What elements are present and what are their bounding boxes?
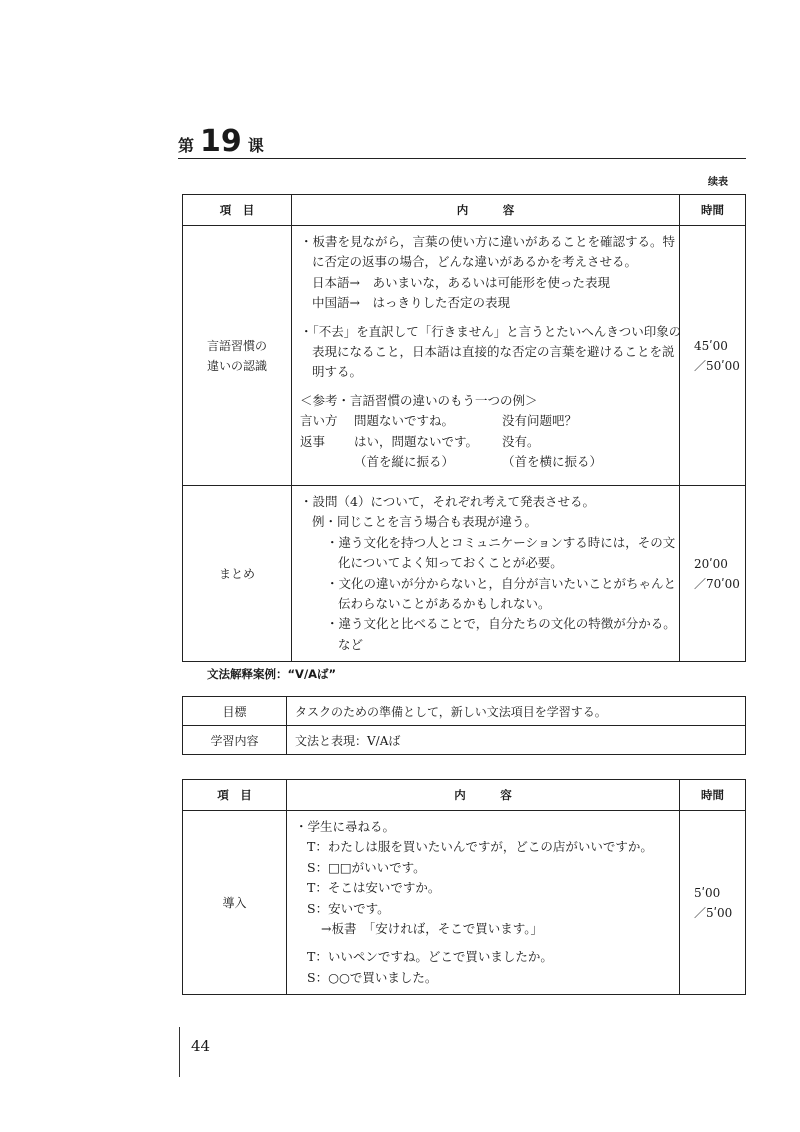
example-cell: 言い方 (300, 413, 338, 429)
lesson-plan-table-1 (182, 194, 746, 662)
lesson-prefix: 第 (178, 136, 195, 155)
content-line: T：そこは安いですか。 (307, 880, 441, 896)
table-row (183, 697, 746, 726)
content-line: ・違う文化と比べることで，自分たちの文化の特徴が分かる。 (326, 616, 676, 632)
content-value: 文法と表現：V/Aば (287, 726, 746, 755)
content-label: 学習内容 (183, 726, 287, 755)
row-label-line: 言語習慣の (206, 338, 267, 353)
row-time (680, 811, 746, 995)
time-line: ／5ʹ00 (694, 905, 733, 920)
lesson-title (178, 124, 264, 159)
time-line: 20ʹ00 (694, 556, 728, 571)
table-row (183, 226, 746, 486)
time-line: ／50ʹ00 (694, 358, 740, 373)
goal-label: 目標 (183, 697, 287, 726)
lesson-suffix: 课 (247, 136, 264, 155)
table-header-row (183, 780, 746, 811)
content-line: S：安いです。 (307, 900, 390, 916)
content-line: S：○○で買いました。 (307, 969, 438, 985)
content-line: T：いいペンですね。どこで買いましたか。 (307, 949, 553, 965)
content-line: ・「不去」を直訳して「行きません」と言うとたいへんきつい印象の (300, 323, 682, 339)
goal-info-table (182, 696, 746, 755)
row-label: 導入 (183, 811, 287, 995)
content-line: ・設問（4）について，それぞれ考えて発表させる。 (300, 494, 595, 509)
continued-label: 续表 (708, 177, 728, 188)
grammar-heading: 文法解释案例：“V/Aば” (207, 667, 337, 681)
example-cell: （首を縦に振る） (354, 454, 455, 470)
row-label (183, 226, 292, 486)
row-label: まとめ (183, 486, 292, 662)
content-line: ・違う文化を持つ人とコミュニケーションする時には，その文 (326, 534, 676, 550)
goal-value: タスクのための準備として，新しい文法項目を学習する。 (287, 697, 746, 726)
content-line: ＜参考・言語習慣の違いのもう一つの例＞ (300, 392, 538, 408)
lesson-number: 19 (200, 124, 242, 159)
content-line: S：□□がいいです。 (307, 859, 426, 875)
row-time (680, 486, 746, 662)
time-line: ／70ʹ00 (694, 576, 740, 591)
content-line: 明する。 (312, 364, 363, 380)
header-item: 項 目 (183, 195, 292, 226)
row-label-line: 違いの認識 (206, 358, 267, 373)
row-content (292, 486, 680, 662)
lesson-plan-table-2 (182, 779, 746, 995)
example-cell: 返事 (300, 433, 326, 449)
example-row (300, 411, 671, 431)
content-line: 表現になること，日本語は直接的な否定の言葉を避けることを説 (312, 344, 675, 360)
example-row (300, 452, 671, 472)
row-content (292, 226, 680, 486)
content-line: ・文化の違いが分からないと，自分が言いたいことがちゃんと (326, 575, 677, 591)
example-cell: （首を横に振る） (502, 454, 603, 470)
content-line: ・板書を見ながら，言葉の使い方に違いがあることを確認する。特 (300, 234, 676, 249)
example-cell: 没有问题吧？ (502, 413, 578, 429)
example-cell: 問題ないですね。 (354, 413, 455, 429)
example-cell: はい，問題ないです。 (354, 433, 479, 449)
content-line: 中国語→ はっきりした否定の表現 (312, 295, 510, 311)
time-line: 45ʹ00 (694, 338, 728, 353)
content-line: ・学生に尋ねる。 (295, 819, 396, 834)
content-line: 日本語→ あいまいな，あるいは可能形を使った表現 (312, 274, 610, 290)
example-cell: 没有。 (502, 433, 540, 449)
content-line: 伝わらないことがあるかもしれない。 (338, 596, 551, 612)
time-line: 5ʹ00 (694, 885, 721, 900)
page-number-bar (179, 1027, 180, 1077)
header-item: 項 目 (183, 780, 287, 811)
content-line: に否定の返事の場合，どんな違いがあるかを考えさせる。 (312, 254, 638, 270)
page-number: 44 (191, 1037, 211, 1055)
table-header-row (183, 195, 746, 226)
header-time: 時間 (680, 195, 746, 226)
row-time (680, 226, 746, 486)
header-content: 内 容 (287, 780, 680, 811)
table-row (183, 811, 746, 995)
content-line: →板書 「安ければ，そこで買います。」 (321, 921, 543, 937)
content-line: 化についてよく知っておくことが必要。 (338, 555, 563, 571)
content-line: など (338, 636, 364, 652)
title-divider (178, 158, 746, 159)
example-row (300, 432, 671, 452)
table-row (183, 486, 746, 662)
header-content: 内 容 (292, 195, 680, 226)
content-line: 例・同じことを言う場合も表現が違う。 (312, 514, 538, 530)
header-time: 時間 (680, 780, 746, 811)
table-row (183, 726, 746, 755)
content-line: T：わたしは服を買いたいんですが，どこの店がいいですか。 (307, 839, 653, 855)
row-content (287, 811, 680, 995)
